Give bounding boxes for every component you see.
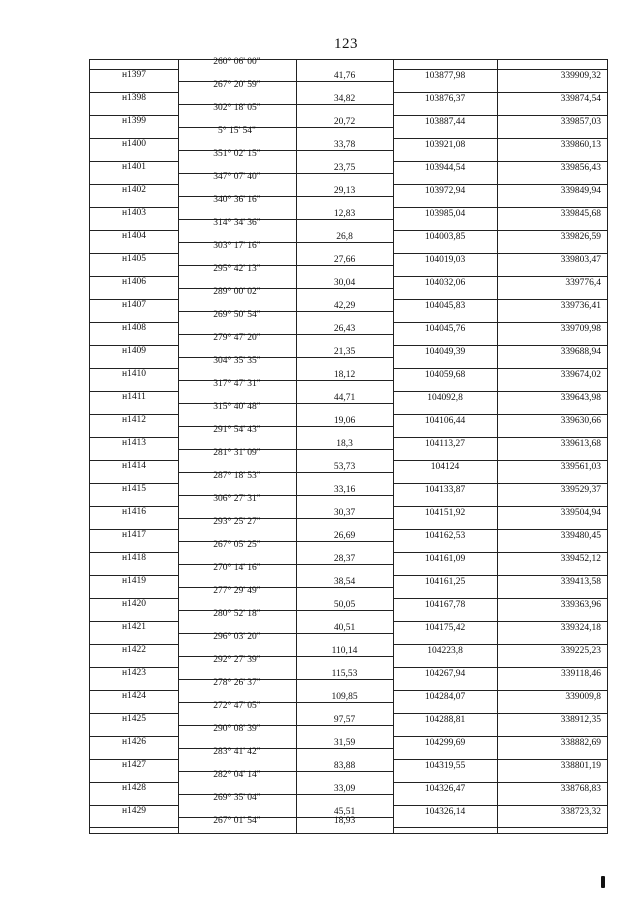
- segment-angle: 5° 15' 54": [218, 126, 256, 136]
- point-id: н1401: [121, 162, 147, 172]
- segment-angle: 351° 02' 15": [213, 149, 261, 159]
- page-corner-mark: [601, 876, 605, 888]
- coordinate-x: 104003,85: [424, 232, 466, 242]
- coordinate-y: 339736,41: [560, 301, 601, 311]
- row-divider: [393, 782, 607, 783]
- segment-angle: 278° 26' 37": [213, 678, 261, 688]
- point-id: н1404: [121, 231, 147, 241]
- row-divider: [393, 713, 607, 714]
- row-divider: [393, 598, 607, 599]
- segment-angle: 269° 50' 54": [213, 310, 261, 320]
- coordinate-y: 339613,68: [560, 439, 601, 449]
- coordinate-y: 338801,19: [560, 761, 601, 771]
- point-id: н1424: [121, 691, 147, 701]
- coordinate-x: 104326,47: [424, 784, 466, 794]
- point-id: н1397: [121, 70, 147, 80]
- coordinate-x: 104019,03: [424, 255, 466, 265]
- coordinate-y: 339856,43: [560, 163, 601, 173]
- point-id: н1429: [121, 806, 147, 816]
- coordinate-x: 103944,54: [424, 163, 466, 173]
- coordinate-y: 338912,35: [560, 715, 601, 725]
- segment-distance: 31,59: [333, 737, 356, 748]
- row-divider: [393, 391, 607, 392]
- segment-angle: 347° 07' 40": [213, 172, 261, 182]
- row-divider: [393, 414, 607, 415]
- coordinate-x: 104161,25: [424, 577, 466, 587]
- coordinate-x: 104106,44: [424, 416, 466, 426]
- segment-angle: 280° 52' 18": [213, 609, 261, 619]
- coordinate-x: 104267,94: [424, 669, 466, 679]
- segment-distance: 26,69: [333, 530, 356, 541]
- point-id: н1403: [121, 208, 147, 218]
- segment-distance: 50,05: [333, 599, 356, 610]
- point-id: н1423: [121, 668, 147, 678]
- coordinate-x: 103972,94: [424, 186, 466, 196]
- segment-angle: 260° 06' 00": [213, 57, 261, 67]
- coordinate-x: 104124: [430, 462, 460, 472]
- coordinate-x: 104151,92: [424, 508, 466, 518]
- coordinate-y: 339776,4: [565, 278, 601, 288]
- segment-distance: 12,83: [333, 208, 356, 219]
- row-divider: [393, 529, 607, 530]
- segment-distance: 53,73: [333, 461, 356, 472]
- coordinate-y: 339009,8: [565, 692, 601, 702]
- point-id: н1405: [121, 254, 147, 264]
- row-divider: [90, 59, 607, 60]
- row-divider: [393, 322, 607, 323]
- coordinate-x: 104045,76: [424, 324, 466, 334]
- segment-distance: 97,57: [333, 714, 356, 725]
- coordinate-x: 103877,98: [424, 71, 466, 81]
- segment-distance: 21,35: [333, 346, 356, 357]
- coordinate-x: 104113,27: [424, 439, 466, 449]
- point-id: н1418: [121, 553, 147, 563]
- segment-distance: 18,93: [333, 816, 356, 826]
- row-divider: [393, 483, 607, 484]
- segment-distance: 83,88: [333, 760, 356, 771]
- coordinate-x: 104167,78: [424, 600, 466, 610]
- segment-distance: 34,82: [333, 93, 356, 104]
- coordinate-x: 104319,55: [424, 761, 466, 771]
- segment-angle: 281° 31' 09": [213, 448, 261, 458]
- segment-distance: 28,37: [333, 553, 356, 564]
- coordinate-x: 104288,81: [424, 715, 466, 725]
- segment-angle: 304° 35' 35": [213, 356, 261, 366]
- segment-angle: 340° 36' 16": [213, 195, 261, 205]
- point-id: н1409: [121, 346, 147, 356]
- point-id: н1426: [121, 737, 147, 747]
- point-id: н1399: [121, 116, 147, 126]
- coordinate-y: 339845,68: [560, 209, 601, 219]
- coordinate-y: 339803,47: [560, 255, 601, 265]
- segment-distance: 44,71: [333, 392, 356, 403]
- coordinates-table: [89, 59, 608, 834]
- segment-distance: 109,85: [331, 691, 358, 702]
- segment-angle: 267° 05' 25": [213, 540, 261, 550]
- point-id: н1408: [121, 323, 147, 333]
- coordinate-x: 104092,8: [427, 393, 463, 403]
- segment-angle: 290° 08' 39": [213, 724, 261, 734]
- segment-angle: 292° 27' 39": [213, 655, 261, 665]
- segment-angle: 267° 01' 54": [213, 816, 261, 826]
- point-id: н1402: [121, 185, 147, 195]
- segment-angle: 315° 40' 48": [213, 402, 261, 412]
- row-divider: [393, 506, 607, 507]
- point-id: н1427: [121, 760, 147, 770]
- segment-angle: 303° 17' 16": [213, 241, 261, 251]
- segment-distance: 30,37: [333, 507, 356, 518]
- point-id: н1419: [121, 576, 147, 586]
- segment-distance: 115,53: [331, 668, 358, 679]
- coordinate-y: 339688,94: [560, 347, 601, 357]
- point-id: н1415: [121, 484, 147, 494]
- point-id: н1411: [122, 392, 146, 402]
- segment-angle: 270° 14' 16": [213, 563, 261, 573]
- segment-angle: 282° 04' 14": [213, 770, 261, 780]
- segment-angle: 291° 54' 43": [213, 425, 261, 435]
- segment-angle: 306° 27' 31": [213, 494, 261, 504]
- coordinate-y: 339849,94: [560, 186, 601, 196]
- segment-distance: 42,29: [333, 300, 356, 311]
- coordinate-y: 338768,83: [560, 784, 601, 794]
- row-divider: [393, 207, 607, 208]
- row-divider: [393, 276, 607, 277]
- segment-distance: 38,54: [333, 576, 356, 587]
- segment-angle: 279° 47' 20": [213, 333, 261, 343]
- segment-distance: 33,09: [333, 783, 356, 794]
- segment-angle: 296° 03' 20": [213, 632, 261, 642]
- segment-distance: 20,72: [333, 116, 356, 127]
- row-divider: [393, 621, 607, 622]
- segment-angle: 314° 34' 36": [213, 218, 261, 228]
- segment-angle: 283° 41' 42": [213, 747, 261, 757]
- point-id: н1422: [121, 645, 147, 655]
- segment-distance: 110,14: [331, 645, 358, 656]
- segment-angle: 295° 42' 13": [213, 264, 261, 274]
- point-id: н1407: [121, 300, 147, 310]
- segment-distance: 19,06: [333, 415, 356, 426]
- row-divider: [393, 299, 607, 300]
- coordinate-x: 104161,09: [424, 554, 466, 564]
- segment-angle: 293° 25' 27": [213, 517, 261, 527]
- coordinate-y: 339529,37: [560, 485, 601, 495]
- row-divider: [393, 736, 607, 737]
- coordinate-y: 338723,32: [560, 807, 601, 817]
- point-id: н1414: [121, 461, 147, 471]
- segment-distance: 26,8: [336, 231, 353, 242]
- segment-distance: 23,75: [333, 162, 356, 173]
- segment-distance: 45,51: [333, 806, 356, 817]
- point-id: н1416: [121, 507, 147, 517]
- point-id: н1400: [121, 139, 147, 149]
- point-id: н1398: [121, 93, 147, 103]
- point-id: н1413: [121, 438, 147, 448]
- segment-distance: 18,3: [336, 438, 353, 449]
- segment-angle: 269° 35' 04": [213, 793, 261, 803]
- coordinate-x: 103876,37: [424, 94, 466, 104]
- segment-distance: 33,16: [333, 484, 356, 495]
- point-id: н1406: [121, 277, 147, 287]
- segment-angle: 302° 18' 05": [213, 103, 261, 113]
- segment-angle: 277° 29' 49": [213, 586, 261, 596]
- row-divider: [393, 184, 607, 185]
- row-divider: [393, 690, 607, 691]
- row-divider: [90, 827, 178, 828]
- row-divider: [393, 805, 607, 806]
- segment-distance: 33,78: [333, 139, 356, 150]
- segment-distance: 29,13: [333, 185, 356, 196]
- coordinate-y: 339561,03: [560, 462, 601, 472]
- point-id: н1421: [121, 622, 147, 632]
- row-divider: [393, 759, 607, 760]
- segment-distance: 26,43: [333, 323, 356, 334]
- coordinate-x: 104032,06: [424, 278, 466, 288]
- segment-angle: 267° 20' 59": [213, 80, 261, 90]
- coordinate-x: 104133,87: [424, 485, 466, 495]
- point-id: н1412: [121, 415, 147, 425]
- coordinate-x: 104059,68: [424, 370, 466, 380]
- coordinate-y: 339504,94: [560, 508, 601, 518]
- coordinate-y: 339909,32: [560, 71, 601, 81]
- coordinate-y: 339709,98: [560, 324, 601, 334]
- coordinate-y: 339118,46: [560, 669, 601, 679]
- coordinate-x: 104223,8: [427, 646, 463, 656]
- point-id: н1410: [121, 369, 147, 379]
- coordinate-y: 339857,03: [560, 117, 601, 127]
- row-divider: [393, 115, 607, 116]
- coordinate-x: 104162,53: [424, 531, 466, 541]
- coordinate-y: 338882,69: [560, 738, 601, 748]
- coordinate-y: 339452,12: [560, 554, 601, 564]
- coordinate-x: 104175,42: [424, 623, 466, 633]
- coordinate-y: 339674,02: [560, 370, 601, 380]
- coordinate-x: 104326,14: [424, 807, 466, 817]
- row-divider: [393, 253, 607, 254]
- row-divider: [393, 667, 607, 668]
- row-divider: [393, 161, 607, 162]
- segment-distance: 40,51: [333, 622, 356, 633]
- coordinate-y: 339826,59: [560, 232, 601, 242]
- segment-distance: 41,76: [333, 70, 356, 81]
- row-divider: [393, 575, 607, 576]
- row-divider: [393, 460, 607, 461]
- coordinate-x: 104299,69: [424, 738, 466, 748]
- coordinate-y: 339413,58: [560, 577, 601, 587]
- segment-angle: 287° 18' 53": [213, 471, 261, 481]
- coordinate-x: 104045,83: [424, 301, 466, 311]
- row-divider: [393, 644, 607, 645]
- segment-distance: 18,12: [333, 369, 356, 380]
- coordinate-y: 339225,23: [560, 646, 601, 656]
- point-id: н1425: [121, 714, 147, 724]
- coordinate-x: 103921,08: [424, 140, 466, 150]
- row-divider: [393, 827, 607, 828]
- point-id: н1417: [121, 530, 147, 540]
- row-divider: [393, 552, 607, 553]
- coordinate-x: 104284,07: [424, 692, 466, 702]
- page-number: 123: [334, 36, 358, 52]
- row-divider: [393, 69, 607, 70]
- row-divider: [393, 345, 607, 346]
- row-divider: [393, 230, 607, 231]
- row-divider: [393, 437, 607, 438]
- segment-distance: 30,04: [333, 277, 356, 288]
- coordinate-x: 104049,39: [424, 347, 466, 357]
- segment-angle: 317° 47' 31": [213, 379, 261, 389]
- coordinate-y: 339363,96: [560, 600, 601, 610]
- coordinate-y: 339874,54: [560, 94, 601, 104]
- row-divider: [393, 92, 607, 93]
- row-divider: [393, 368, 607, 369]
- coordinate-y: 339324,18: [560, 623, 601, 633]
- coordinate-y: 339480,45: [560, 531, 601, 541]
- coordinate-x: 103887,44: [424, 117, 466, 127]
- segment-angle: 289° 00' 02": [213, 287, 261, 297]
- coordinate-y: 339860,13: [560, 140, 601, 150]
- point-id: н1420: [121, 599, 147, 609]
- point-id: н1428: [121, 783, 147, 793]
- segment-distance: 27,66: [333, 254, 356, 265]
- coordinate-x: 103985,04: [424, 209, 466, 219]
- coordinate-y: 339630,66: [560, 416, 601, 426]
- segment-angle: 272° 47' 05": [213, 701, 261, 711]
- row-divider: [393, 138, 607, 139]
- coordinate-y: 339643,98: [560, 393, 601, 403]
